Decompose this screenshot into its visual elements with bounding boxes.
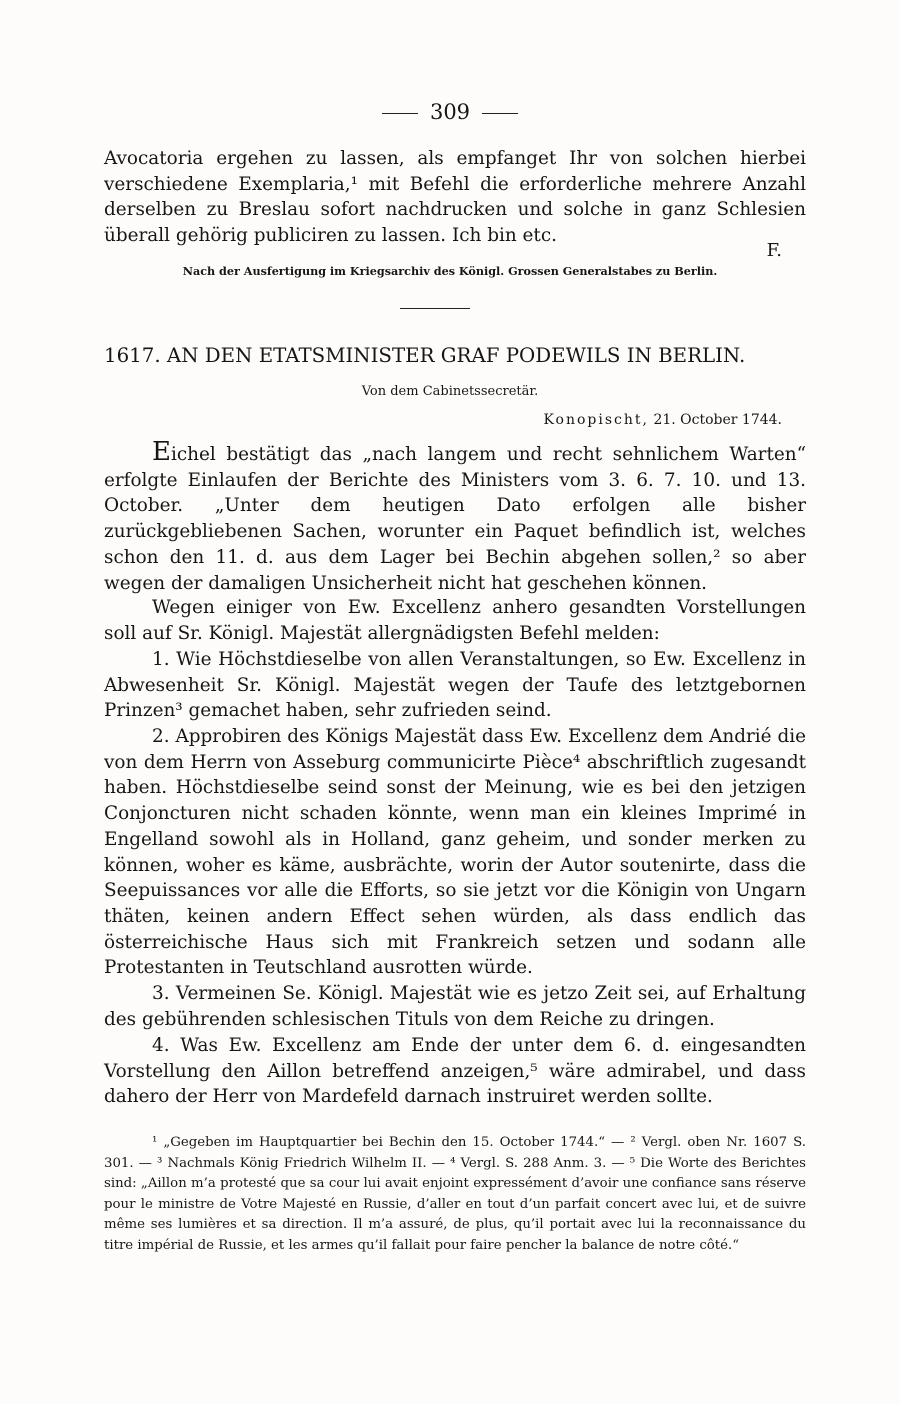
footnotes: ¹ „Gegeben im Hauptquartier bei Bechin den 15. October 1744.“ — ² Vergl. oben Nr. 1607 S. 301. — ³ Nachmals König Friedrich Wilhelm II. — ⁴ Vergl. S. 288 Anm. 3. — ⁵ Die Worte des Berichtes sind: „Aillon m’a protesté que sa cour lui avait enjoint expressément d’avoir une confiance sans réserve pour le ministre de Votre Majesté en Russie, d’aller en tout d’un parfait concert avec lui, et de suivre même ses lumières et sa direction. Il m’a assuré, de plus, qu’il portait avec lui la reconnaissance du titre impérial de Russie, et les armes qu’il fallait pour faire pencher la balance de notre côté.“ (104, 1135, 806, 1253)
source-note: Nach der Ausfertigung im Kriegsarchiv des Königl. Grossen Generalstabes zu Berlin. (182, 264, 718, 278)
letter-paragraph-1-text: ichel bestätigt das „nach langem und recht sehnlichem Warten“ erfolgte Einlaufen der Berichte des Ministers vom 3. 6. 7. 10. und 13. October. „Unter dem heutigen Dato erfolgen alle bisher zurückgebliebenen Sachen, worunter ein Paquet befindlich ist, welches schon den 11. d. aus dem Lager bei Bechin abgehen sollen,² so aber wegen der damaligen Unsicherheit nicht hat geschehen können. (104, 444, 806, 594)
signature-initial: F. (766, 240, 782, 261)
letter-paragraph-2: Wegen einiger von Ew. Excellenz anhero gesandten Vorstellungen soll auf Sr. Königl. Majestät allergnädigsten Befehl melden: (104, 597, 806, 644)
dateline-date: 21. October 1744. (653, 412, 782, 428)
letter-paragraph-1 (104, 437, 806, 596)
folio-dash-right (482, 113, 518, 114)
page-header (0, 100, 900, 124)
letter-point-4: 4. Was Ew. Excellenz am Ende der unter dem 6. d. eingesandten Vorstellung den Aillon betreffend anzeigen,⁵ wäre admirabel, und dass dahero der Herr von Mardefeld darnach instruiret werden sollte. (104, 1035, 806, 1108)
letter-point-1: 1. Wie Höchstdieselbe von allen Veranstaltungen, so Ew. Excellenz in Abwesenheit Sr. Königl. Majestät wegen der Taufe des letztgebornen Prinzen³ gemachet haben, sehr zufrieden seind. (104, 649, 806, 722)
dateline (543, 412, 782, 428)
letter-point-2: 2. Approbiren des Königs Majestät dass Ew. Excellenz dem Andrié die von dem Herrn von Asseburg communicirte Pièce⁴ abschriftlich zugesandt haben. Höchstdieselbe seind sonst der Meinung, wie es bei den jetzigen Conjoncturen nicht schaden könnte, wenn man ein kleines Imprimé in Engelland sowohl als in Holland, ganz geheim, und sonder merken zu können, woher es käme, ausbrächte, worin der Autor soutenirte, dass die Seepuissances vor alle die Efforts, so sie jetzt vor die Königin von Ungarn thäten, keinen andern Effect sehen würden, als dass endlich das österreichische Haus sich mit Frankreich setzen und sodann alle Protestanten in Teutschland ausrotten würde. (104, 726, 806, 979)
letter-subheading: Von dem Cabinetssecretär. (361, 384, 539, 399)
dateline-place: Konopischt, (543, 412, 649, 428)
section-divider (400, 308, 470, 309)
letter-point-3: 3. Vermeinen Se. Königl. Majestät wie es jetzo Zeit sei, auf Erhaltung des gebührenden schlesischen Tituls von dem Reiche zu dringen. (104, 983, 806, 1030)
letter-heading: 1617. AN DEN ETATSMINISTER GRAF PODEWILS IN BERLIN. (104, 344, 746, 367)
page-number: 309 (429, 100, 471, 124)
folio-dash-left (382, 113, 418, 114)
initial-letter: E (152, 437, 171, 467)
continuation-paragraph: Avocatoria ergehen zu lassen, als empfanget Ihr von solchen hierbei verschiedene Exemplaria,¹ mit Befehl die erforderliche mehrere Anzahl derselben zu Breslau sofort nachdrucken und solche in ganz Schlesien überall gehörig publiciren zu lassen. Ich bin etc. (104, 148, 806, 247)
